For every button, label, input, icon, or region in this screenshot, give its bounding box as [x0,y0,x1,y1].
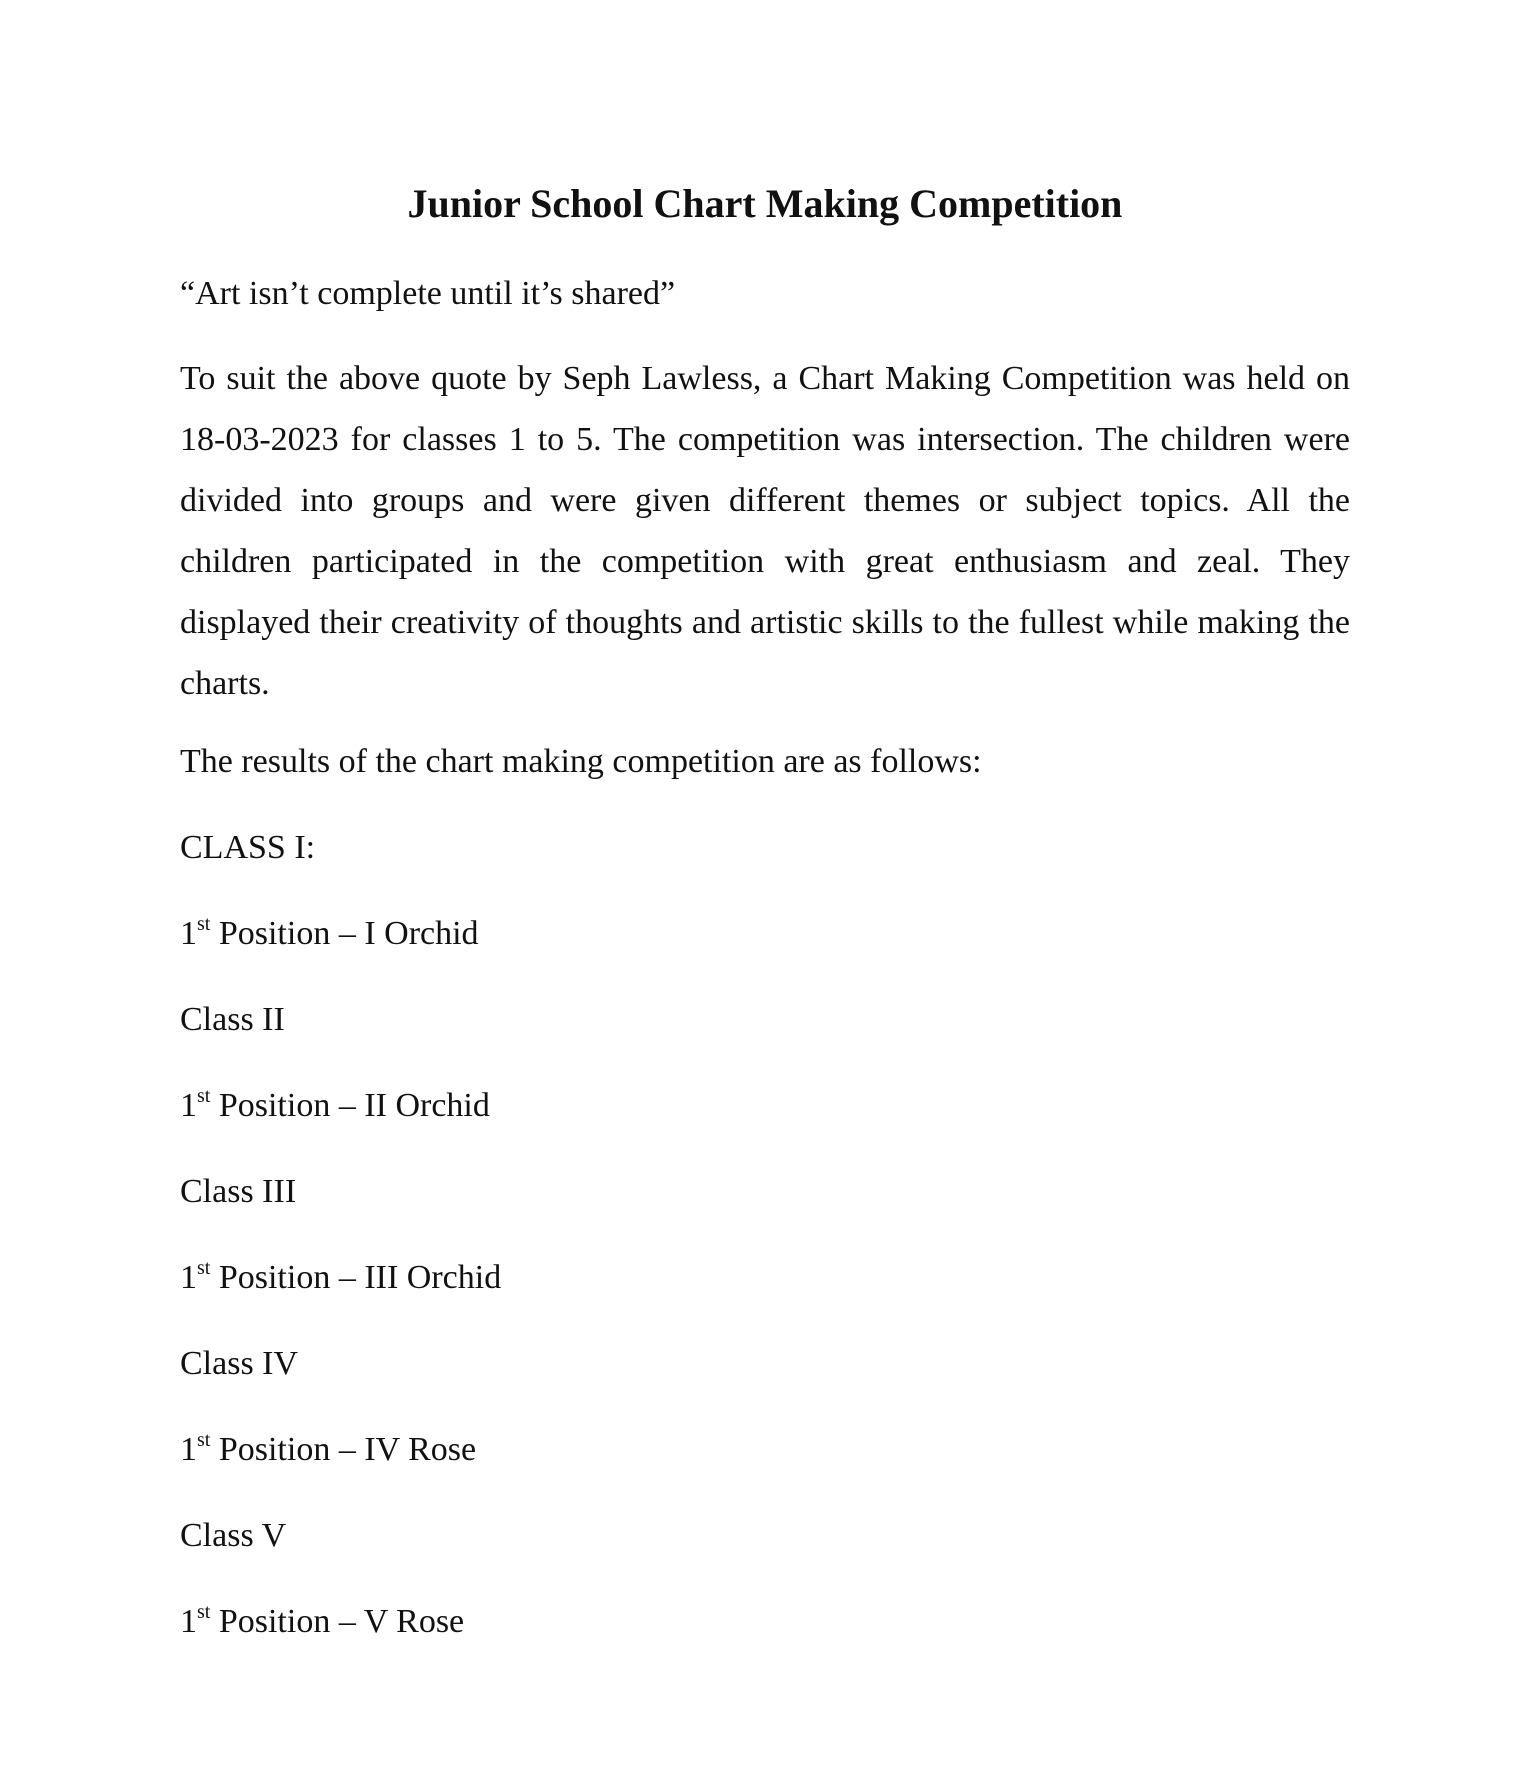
position-line-2 [180,1082,1350,1168]
quote-line: “Art isn’t complete until it’s shared” [180,275,676,312]
class-heading-1: CLASS I: [180,829,316,866]
position-ordinal-suffix: st [197,1601,211,1623]
class-heading-4: Class IV [180,1345,299,1382]
results-intro: The results of the chart making competition are as follows: [180,743,982,780]
position-line-4 [180,1426,1350,1512]
results-list [180,824,1350,1684]
position-winner: Position – V Rose [210,1603,465,1640]
position-ordinal-suffix: st [197,1257,211,1279]
class-heading-2: Class II [180,1001,285,1038]
document-body [180,270,1350,1684]
position-line-3 [180,1254,1350,1340]
position-winner: Position – III Orchid [210,1259,502,1296]
position-winner: Position – II Orchid [210,1087,490,1124]
position-winner: Position – I Orchid [210,915,479,952]
position-line-5 [180,1598,1350,1684]
position-number: 1 [180,1259,197,1296]
position-winner: Position – IV Rose [210,1431,477,1468]
position-ordinal-suffix: st [197,913,211,935]
class-heading-3: Class III [180,1173,297,1210]
class-heading-5: Class V [180,1517,287,1554]
position-number: 1 [180,915,197,952]
position-ordinal-suffix: st [197,1429,211,1451]
position-number: 1 [180,1603,197,1640]
event-description-paragraph: To suit the above quote by Seph Lawless, a Chart Making Competition was held on 18-03-2023 for classes 1 to 5. The competition was intersection. The children were divided into groups and were given different themes or subject topics. All the children participated in the competition with great enthusiasm and zeal. They displayed their creativity of thoughts and artistic skills to the fullest while making the charts. [180,360,1350,702]
position-number: 1 [180,1431,197,1468]
position-number: 1 [180,1087,197,1124]
position-line-1 [180,910,1350,996]
position-ordinal-suffix: st [197,1085,211,1107]
document-title: Junior School Chart Making Competition [407,181,1123,226]
